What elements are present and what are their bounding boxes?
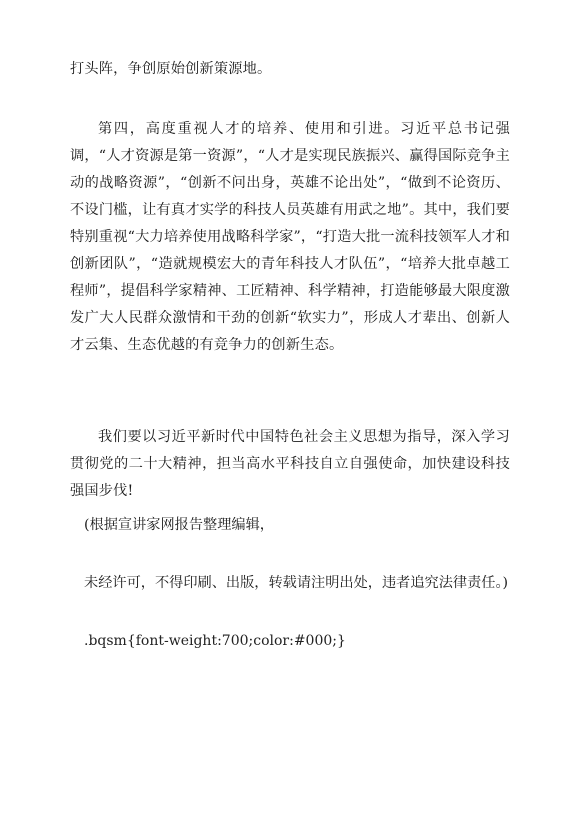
stray-css-text: .bqsm{font-weight:700;color:#000;} [84, 633, 346, 649]
paragraph-fourth-point: 第四，高度重视人才的培养、使用和引进。习近平总书记强调，“人才资源是第一资源”，“人才是实现民族振兴、赢得国际竞争主动的战略资源”，“创新不问出身，英雄不论出处”，“做到不论资历、不设门槛，让有真才实学的科技人员英雄有用武之地”。其中，我们要特别重视“大力培养使用战略科学家”，“打造大批一流科技领军人才和创新团队”，“造就规模宏大的青年科技人才队伍”，“培养大批卓越工程师”，提倡科学家精神、工匠精神、科学精神，打造能够最大限度激发广大人民群众激情和干劲的创新“软实力”，形成人才辈出、创新人才云集、生态优越的有竞争力的创新生态。 [70, 121, 510, 353]
paragraph-conclusion: 我们要以习近平新时代中国特色社会主义思想为指导，深入学习贯彻党的二十大精神，担当高水平科技自立自强使命，加快建设科技强国步伐! [70, 429, 510, 499]
paragraph-continuation: 打头阵，争创原始创新策源地。 [70, 61, 272, 77]
copyright-note: 未经许可，不得印刷、出版，转载请注明出处，违者追究法律责任。) [84, 575, 509, 591]
source-note: (根据宣讲家网报告整理编辑， [84, 517, 274, 533]
